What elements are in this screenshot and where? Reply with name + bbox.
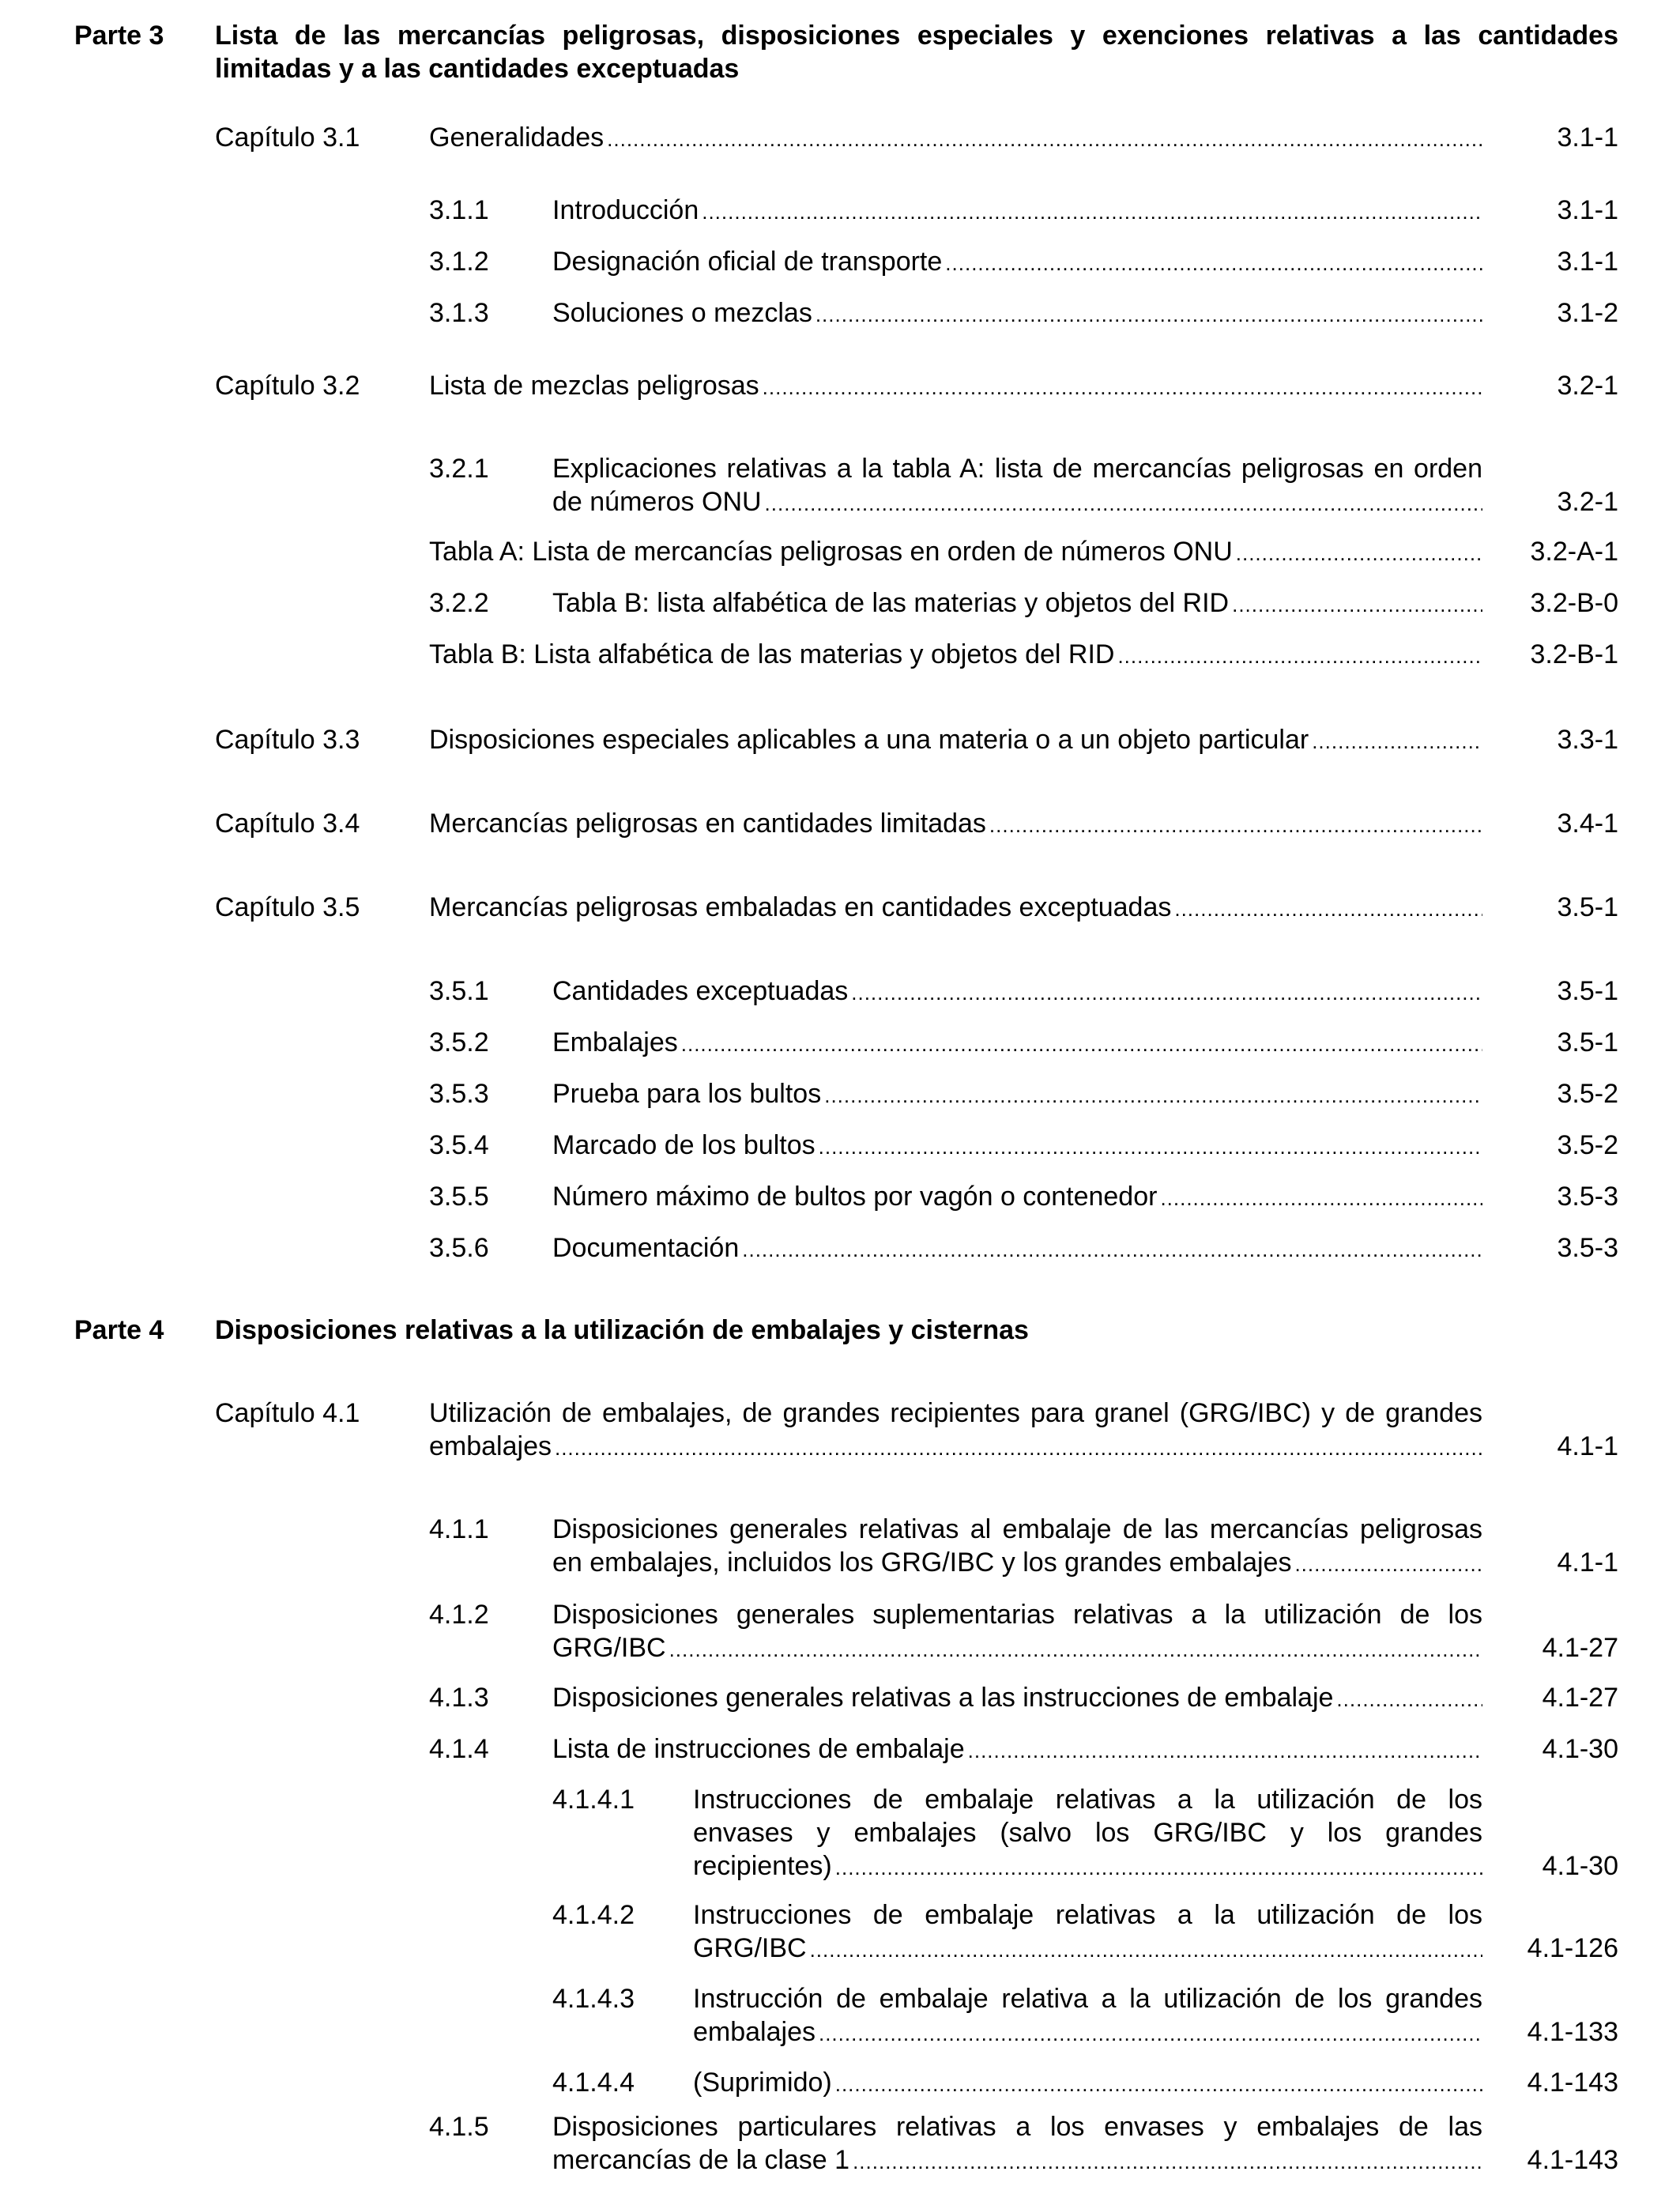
page-number: 4.1-126 [1527,1933,1618,1963]
entry-title-line: en embalajes, incluidos los GRG/IBC y los grandes embalajes [552,1547,1292,1578]
page-number: 3.5-1 [1557,892,1618,922]
entry-title: Embalajes [552,1027,678,1057]
part-title-line: Lista de las mercancías peligrosas, disposiciones especiales y exenciones relativas a las cantidades [215,21,1618,51]
dot-leader [1312,722,1482,760]
dot-leader [816,296,1482,334]
chapter-label: Capítulo 3.5 [215,892,360,922]
entry-title: Tabla B: lista alfabética de las materias y objetos del RID [552,588,1230,618]
entry-title-line: GRG/IBC [693,1933,807,1963]
dot-leader [851,974,1482,1012]
section-number: 4.1.1 [429,1514,489,1544]
page-number: 3.1-1 [1557,123,1618,153]
toc-entry-3-1-1[interactable] [0,191,1680,229]
entry-title-line: mercancías de la clase 1 [552,2145,850,2175]
toc-entry-3-5-2[interactable] [0,1023,1680,1061]
part-title: Disposiciones relativas a la utilización de embalajes y cisternas [215,1315,1029,1345]
entry-title: Disposiciones especiales aplicables a una materia o a un objeto particular [429,725,1309,755]
page-number: 3.5-1 [1557,976,1618,1006]
dot-leader [835,2065,1482,2103]
page-number: 4.1-30 [1542,1734,1618,1764]
section-number: 3.1.3 [429,298,489,328]
dot-leader [607,120,1482,158]
toc-entry-4-1-5[interactable] [0,2110,1680,2181]
dot-leader [765,487,1482,520]
entry-title: Mercancías peligrosas en cantidades limitadas [429,809,986,839]
entry-title: Marcado de los bultos [552,1130,816,1160]
chapter-label: Capítulo 3.4 [215,809,360,839]
dot-leader [681,1025,1482,1063]
toc-entry-4-1-3[interactable] [0,1679,1680,1717]
page-number: 4.1-27 [1542,1633,1618,1663]
section-number: 4.1.4.3 [552,1984,635,2014]
entry-title: Lista de instrucciones de embalaje [552,1734,965,1764]
toc-entry-3-1-3[interactable] [0,294,1680,332]
section-number: 4.1.4 [429,1734,489,1764]
toc-entry-3-5-3[interactable] [0,1075,1680,1113]
dot-leader [555,1431,1482,1465]
part-label: Parte 3 [74,21,164,51]
entry-title: (Suprimido) [693,2068,832,2098]
dot-leader [810,1933,1482,1966]
toc-entry-4-1-4-1[interactable] [0,1783,1680,1887]
toc-entry-4-1-4[interactable] [0,1730,1680,1768]
dot-leader [1174,890,1482,928]
toc-entry-4-1-4-3[interactable] [0,1982,1680,2053]
dot-leader [853,2145,1482,2178]
entry-title: Cantidades exceptuadas [552,976,849,1006]
section-number: 3.5.5 [429,1182,489,1212]
toc-entry-chapter-3-2[interactable] [0,367,1680,405]
chapter-label: Capítulo 4.1 [215,1398,360,1428]
section-number: 4.1.4.2 [552,1900,635,1930]
toc-entry-chapter-3-4[interactable] [0,805,1680,843]
entry-title: Mercancías peligrosas embaladas en cantidades exceptuadas [429,892,1172,922]
entry-title: Tabla A: Lista de mercancías peligrosas en orden de números ONU [429,537,1233,567]
entry-title: Introducción [552,195,699,225]
chapter-label: Capítulo 3.1 [215,123,360,153]
dot-leader [945,244,1482,282]
dot-leader [1336,1680,1482,1718]
page-number: 4.1-1 [1557,1431,1618,1461]
page-number: 3.1-1 [1557,247,1618,277]
section-number: 4.1.4.4 [552,2068,635,2098]
section-number: 3.2.2 [429,588,489,618]
entry-title-line: Disposiciones generales relativas al embalaje de las mercancías peligrosas [552,1514,1482,1544]
page-number: 4.1-1 [1557,1547,1618,1578]
part-title [215,19,1618,85]
section-number: 3.5.4 [429,1130,489,1160]
dot-leader [968,1732,1482,1770]
entry-title: Prueba para los bultos [552,1079,822,1109]
page-number: 4.1-133 [1527,2017,1618,2047]
toc-entry-3-2-1[interactable] [0,452,1680,523]
section-number: 3.5.3 [429,1079,489,1109]
page-number: 4.1-143 [1527,2145,1618,2175]
section-number: 4.1.2 [429,1600,489,1630]
toc-entry-4-1-1[interactable] [0,1513,1680,1584]
dot-leader [1160,1179,1482,1217]
section-number: 3.1.2 [429,247,489,277]
entry-title: Tabla B: Lista alfabética de las materias y objetos del RID [429,639,1115,669]
entry-title-line: Utilización de embalajes, de grandes recipientes para granel (GRG/IBC) y de grandes [429,1398,1482,1428]
toc-entry-4-1-4-4[interactable] [0,2064,1680,2102]
toc-entry-3-5-5[interactable] [0,1178,1680,1216]
page-number: 3.4-1 [1557,809,1618,839]
entry-title: Soluciones o mezclas [552,298,812,328]
toc-entry-table-a[interactable] [0,533,1680,571]
toc-entry-chapter-4-1[interactable] [0,1397,1680,1468]
entry-title-line: Instrucción de embalaje relativa a la utilización de los grandes [693,1984,1482,2014]
entry-title: Disposiciones generales relativas a las instrucciones de embalaje [552,1683,1334,1713]
section-number: 4.1.3 [429,1683,489,1713]
entry-title-line: Disposiciones particulares relativas a los envases y embalajes de las [552,2112,1482,2142]
part3-heading [0,19,1680,95]
page-number: 3.2-B-0 [1530,588,1618,618]
toc-entry-3-5-1[interactable] [0,972,1680,1010]
page-number: 4.1-30 [1542,1851,1618,1881]
page-number: 3.5-1 [1557,1027,1618,1057]
entry-title-line: Disposiciones generales suplementarias relativas a la utilización de los [552,1600,1482,1630]
entry-title-line: Instrucciones de embalaje relativas a la utilización de los [693,1785,1482,1815]
toc-entry-chapter-3-1[interactable] [0,119,1680,156]
dot-leader [835,1851,1482,1884]
dot-leader [763,368,1482,406]
toc-entry-chapter-3-5[interactable] [0,888,1680,926]
toc-entry-3-5-6[interactable] [0,1229,1680,1267]
entry-title-line: embalajes [693,2017,816,2047]
page-number: 3.2-B-1 [1530,639,1618,669]
entry-title-line: embalajes [429,1431,552,1461]
dot-leader [989,806,1482,844]
entry-title-line: Instrucciones de embalaje relativas a la utilización de los [693,1900,1482,1930]
dot-leader [819,2017,1482,2050]
entry-title: Designación oficial de transporte [552,247,943,277]
dot-leader [819,1128,1482,1166]
toc-entry-3-1-2[interactable] [0,243,1680,281]
dot-leader [1294,1547,1482,1581]
part-label: Parte 4 [74,1315,164,1345]
section-number: 3.5.6 [429,1233,489,1263]
entry-title-line: Explicaciones relativas a la tabla A: lista de mercancías peligrosas en orden [552,454,1482,484]
page-number: 4.1-27 [1542,1683,1618,1713]
page-number: 3.5-3 [1557,1182,1618,1212]
page-number: 3.5-3 [1557,1233,1618,1263]
section-number: 3.5.1 [429,976,489,1006]
dot-leader [1236,534,1482,572]
toc-entry-3-5-4[interactable] [0,1126,1680,1164]
dot-leader [1232,586,1482,624]
page-number: 3.3-1 [1557,725,1618,755]
toc-entry-4-1-2[interactable] [0,1598,1680,1669]
page-number: 3.2-1 [1557,487,1618,517]
dot-leader [669,1633,1482,1666]
toc-entry-4-1-4-2[interactable] [0,1898,1680,1970]
entry-title: Lista de mezclas peligrosas [429,371,759,401]
chapter-label: Capítulo 3.3 [215,725,360,755]
entry-title: Número máximo de bultos por vagón o contenedor [552,1182,1158,1212]
page-number: 4.1-143 [1527,2068,1618,2098]
page-number: 3.2-A-1 [1530,537,1618,567]
page-number: 3.5-2 [1557,1130,1618,1160]
entry-title: Generalidades [429,123,605,153]
dot-leader [702,193,1482,231]
page-number: 3.1-1 [1557,195,1618,225]
page-number: 3.1-2 [1557,298,1618,328]
toc-entry-3-2-2[interactable] [0,584,1680,622]
entry-title-line: de números ONU [552,487,762,517]
entry-title-line: GRG/IBC [552,1633,666,1663]
part-title-line: limitadas y a las cantidades exceptuadas [215,54,740,84]
page-number: 3.5-2 [1557,1079,1618,1109]
section-number: 4.1.4.1 [552,1785,635,1815]
entry-title: Documentación [552,1233,740,1263]
section-number: 4.1.5 [429,2112,489,2142]
dot-leader [1117,637,1482,675]
section-number: 3.5.2 [429,1027,489,1057]
entry-title-line: recipientes) [693,1851,832,1881]
dot-leader [824,1076,1482,1114]
chapter-label: Capítulo 3.2 [215,371,360,401]
page-number: 3.2-1 [1557,371,1618,401]
toc-entry-chapter-3-3[interactable] [0,721,1680,759]
entry-title-line: envases y embalajes (salvo los GRG/IBC y los grandes [693,1818,1482,1848]
dot-leader [742,1231,1482,1269]
part4-heading [0,1311,1680,1349]
toc-entry-table-b[interactable] [0,635,1680,673]
section-number: 3.2.1 [429,454,489,484]
section-number: 3.1.1 [429,195,489,225]
